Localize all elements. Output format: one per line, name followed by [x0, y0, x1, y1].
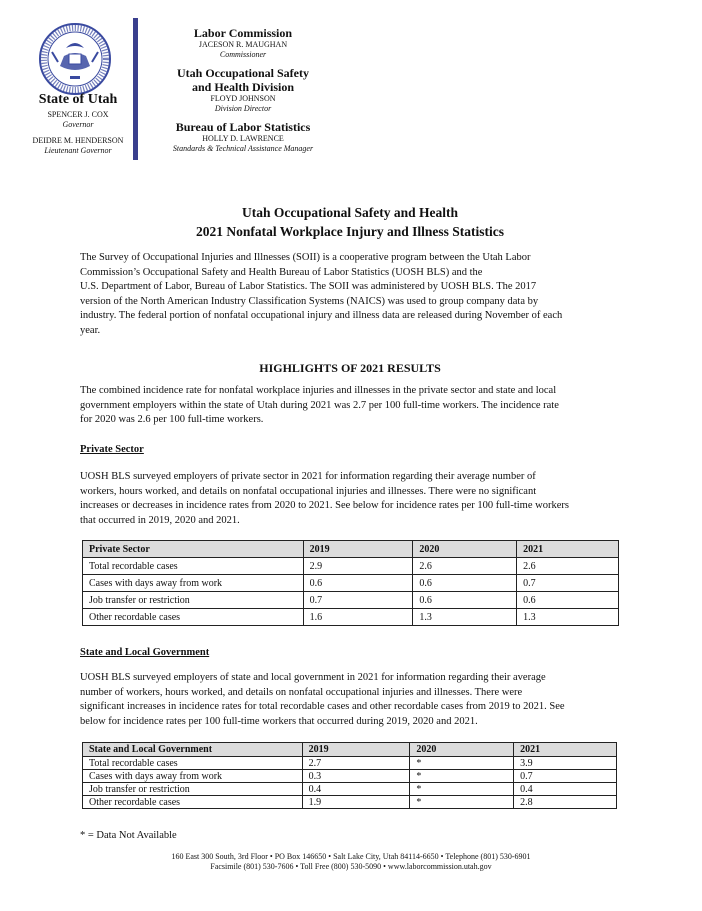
table-cell: * — [410, 783, 514, 796]
text-line: below for incidence rates per 100 full-time workers that occurred during 2019, 2020 and 2021. — [80, 715, 478, 727]
private-sector-heading: Private Sector — [80, 444, 144, 455]
table-header-row — [83, 541, 619, 558]
table-header-cell: State and Local Government — [83, 743, 303, 757]
footer-contact: Facsimile (801) 530-7606 • Toll Free (800) 530-5090 • www.laborcommission.utah.gov — [210, 862, 492, 871]
text-line: year. — [80, 324, 101, 336]
state-title: State of Utah — [38, 92, 118, 107]
table-row — [83, 796, 617, 809]
table-cell: 0.4 — [514, 783, 617, 796]
text-line: that occurred in 2019, 2020 and 2021. — [80, 514, 240, 526]
government-paragraph — [80, 671, 620, 729]
table-header-cell: 2020 — [410, 743, 514, 757]
table-cell: Other recordable cases — [83, 609, 304, 626]
table-cell: 0.4 — [302, 783, 410, 796]
table-cell: 2.7 — [302, 757, 410, 770]
table-row — [83, 558, 619, 575]
table-header-cell: 2021 — [517, 541, 619, 558]
footer-address: 160 East 300 South, 3rd Floor • PO Box 146650 • Salt Lake City, Utah 84114-6650 • Telephone (801) 530-6901 — [171, 852, 531, 861]
table-cell: 0.6 — [303, 575, 413, 592]
table-cell: * — [410, 757, 514, 770]
text-line: increases or decreases in incidence rates from 2020 to 2021. See below for incidence rates per 100 full-time workers — [80, 500, 569, 512]
org-uosh-line1: Utah Occupational Safety — [177, 66, 309, 80]
text-line: government employers within the state of Utah during 2021 was 2.7 per 100 full-time workers. The incidence rate — [80, 399, 559, 411]
table-cell: Job transfer or restriction — [83, 592, 304, 609]
text-line: version of the North American Industry Classification Systems (NAICS) was used to group company data by — [80, 295, 539, 307]
table-cell: Other recordable cases — [83, 796, 303, 809]
table-cell: 0.7 — [303, 592, 413, 609]
division-director-name: FLOYD JOHNSON — [210, 94, 276, 103]
agency-block — [148, 26, 338, 154]
table-row — [83, 783, 617, 796]
footnote: * = Data Not Available — [80, 830, 177, 841]
text-line: workers, hours worked, and details on nonfatal occupational injuries and illnesses. There were no significant — [80, 485, 537, 497]
table-cell: 0.6 — [413, 575, 517, 592]
table-cell: 0.7 — [514, 770, 617, 783]
table-cell: 2.8 — [514, 796, 617, 809]
table-cell: 2.6 — [517, 558, 619, 575]
table-cell: Cases with days away from work — [83, 770, 303, 783]
table-cell: 1.9 — [302, 796, 410, 809]
table-cell: Cases with days away from work — [83, 575, 304, 592]
text-line: The Survey of Occupational Injuries and Illnesses (SOII) is a cooperative program between the Utah Labor — [80, 252, 531, 263]
table-cell: 0.3 — [302, 770, 410, 783]
table-cell: Total recordable cases — [83, 558, 304, 575]
bls-manager-title: Standards & Technical Assistance Manager — [172, 144, 314, 153]
lt-governor-name: DEIDRE M. HENDERSON — [32, 136, 124, 145]
governor-title: Governor — [62, 120, 94, 129]
table-cell: 1.6 — [303, 609, 413, 626]
lt-governor-title: Lieutenant Governor — [44, 146, 112, 155]
government-heading: State and Local Government — [80, 647, 210, 658]
document-title — [80, 203, 620, 241]
text-line: The combined incidence rate for nonfatal workplace injuries and illnesses in the private sector and state and local — [80, 385, 557, 396]
text-line: Commission’s Occupational Safety and Health Bureau of Labor Statistics (UOSH BLS) and the — [80, 266, 483, 278]
table-header-cell: 2020 — [413, 541, 517, 558]
table-cell: 0.7 — [517, 575, 619, 592]
highlights-paragraph — [80, 384, 620, 428]
state-officials-block — [16, 92, 140, 156]
header-divider-bar — [133, 18, 138, 160]
table-row — [83, 575, 619, 592]
table-cell: 0.6 — [413, 592, 517, 609]
org-labor-commission: Labor Commission — [193, 26, 293, 40]
text-line: industry. The federal portion of nonfatal occupational injury and illness data are released during November of each — [80, 310, 563, 322]
commissioner-name: JACESON R. MAUGHAN — [198, 40, 288, 49]
table-cell: Job transfer or restriction — [83, 783, 303, 796]
text-line: number of workers, hours worked, and details on nonfatal occupational injuries and illnesses. There were — [80, 686, 523, 698]
division-director-title: Division Director — [214, 104, 272, 113]
table-row — [83, 609, 619, 626]
title-line-2: 2021 Nonfatal Workplace Injury and Illness Statistics — [195, 224, 505, 239]
intro-paragraph — [80, 251, 620, 339]
private-sector-table — [82, 540, 619, 626]
table-header-cell: Private Sector — [83, 541, 304, 558]
text-line: UOSH BLS surveyed employers of private sector in 2021 for information regarding their average number of — [80, 471, 536, 482]
state-seal-logo — [38, 22, 112, 96]
table-header-cell: 2019 — [302, 743, 410, 757]
table-row — [83, 757, 617, 770]
table-header-cell: 2021 — [514, 743, 617, 757]
text-line: UOSH BLS surveyed employers of state and local government in 2021 for information regarding their average — [80, 672, 546, 683]
highlights-heading: HIGHLIGHTS OF 2021 RESULTS — [259, 361, 441, 375]
table-cell: 2.6 — [413, 558, 517, 575]
text-line: U.S. Department of Labor, Bureau of Labor Statistics. The SOII was administered by UOSH BLS. The 2017 — [80, 281, 537, 293]
table-cell: * — [410, 796, 514, 809]
org-uosh-line2: and Health Division — [191, 80, 295, 94]
table-header-row — [83, 743, 617, 757]
table-cell: * — [410, 770, 514, 783]
table-cell: 0.6 — [517, 592, 619, 609]
text-line: for 2020 was 2.6 per 100 full-time workers. — [80, 414, 264, 426]
table-header-cell: 2019 — [303, 541, 413, 558]
government-table — [82, 742, 617, 809]
table-row — [83, 770, 617, 783]
table-cell: 1.3 — [517, 609, 619, 626]
governor-name: SPENCER J. COX — [47, 110, 109, 119]
org-bls: Bureau of Labor Statistics — [175, 120, 311, 134]
table-cell: Total recordable cases — [83, 757, 303, 770]
commissioner-title: Commissioner — [219, 50, 267, 59]
table-cell: 3.9 — [514, 757, 617, 770]
bls-manager-name: HOLLY D. LAWRENCE — [202, 134, 284, 143]
private-sector-paragraph — [80, 470, 620, 528]
table-cell: 1.3 — [413, 609, 517, 626]
title-line-1: Utah Occupational Safety and Health — [241, 205, 458, 220]
table-row — [83, 592, 619, 609]
table-cell: 2.9 — [303, 558, 413, 575]
text-line: significant increases in incidence rates for total recordable cases and other recordable cases from 2019 to 2021. See — [80, 701, 565, 713]
